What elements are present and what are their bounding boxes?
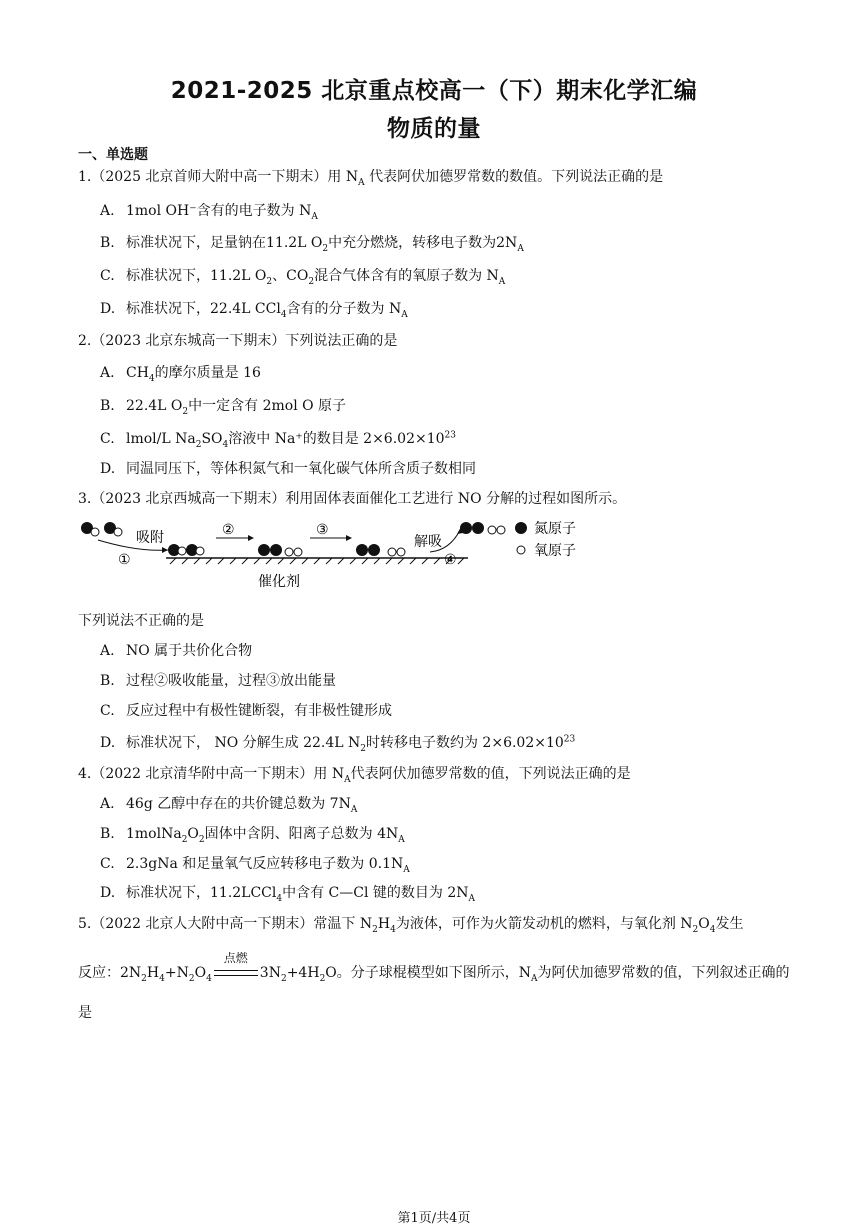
label-step4: ④ — [444, 552, 457, 568]
question-1-option-a: A. 1mol OH⁻含有的电子数为 $N_A$ — [100, 203, 318, 222]
page-footer: 第1页/共4页 — [397, 1211, 471, 1226]
legend-oxygen: 氧原子 — [534, 543, 576, 559]
section-heading: 一、单选题 — [78, 147, 148, 163]
question-3-option-a: A. NO 属于共价化合物 — [100, 643, 253, 659]
question-2-option-c: C. lmol/L $Na_2SO_4$溶液中 Na⁺的数目是 $2\times 6.02\times 10^{23}$ — [100, 430, 456, 450]
question-5-stem: 5.（2022 北京人大附中高一下期末）常温下 $N_2H_4$为液体，可作为火箭发动机的燃料，与氧化剂 $N_2O_4$发生 — [78, 916, 744, 935]
legend-nitrogen-icon — [515, 522, 527, 534]
question-3-prompt: 下列说法不正确的是 — [78, 613, 204, 629]
label-catalyst: 催化剂 — [258, 574, 300, 590]
page-title: 2021-2025 北京重点校高一（下）期末化学汇编 — [170, 78, 698, 104]
label-step2: ② — [222, 522, 235, 538]
catalysis-diagram — [78, 516, 598, 596]
question-1-option-d: D. 标准状况下，22.4L CCl$_4$含有的分子数为 $N_A$ — [100, 301, 408, 320]
page-subtitle: 物质的量 — [387, 116, 481, 142]
question-2-stem: 2.（2023 北京东城高一下期末）下列说法正确的是 — [78, 333, 398, 349]
label-step3: ③ — [316, 522, 329, 538]
question-4-stem: 4.（2022 北京清华附中高一下期末）用 $N_A$代表阿伏加德罗常数的值，下列说法正确的是 — [78, 766, 631, 785]
question-4-option-a: A. 46g 乙醇中存在的共价键总数为 $7N_A$ — [100, 796, 358, 815]
nitrogen-atom-group — [81, 522, 122, 536]
label-adsorb: 吸附 — [136, 530, 164, 546]
question-3-stem: 3.（2023 北京西城高一下期末）利用固体表面催化工艺进行 NO 分解的过程如图所示。 — [78, 491, 627, 507]
label-step1: ① — [118, 552, 131, 568]
question-2-option-a: A. $CH_4$的摩尔质量是 16 — [100, 365, 261, 384]
catalyst-hatching — [170, 558, 464, 564]
question-5-tail: 是 — [78, 1005, 92, 1021]
question-5-equation-line: 反应：$2N_2H_4+N_2O_4$ 点燃 $3N_2+4H_2O$。分子球棍模型如下图所示，$N_A$为阿伏加德罗常数的值，下列叙述正确的 — [78, 951, 790, 984]
question-3-option-d: D. 标准状况下， NO 分解生成 22.4L $N_2$时转移电子数约为 $2\times 6.02\times 10^{23}$ — [100, 734, 576, 754]
question-4-option-b: B. $1molNa_2O_2$固体中含阴、阳离子总数为 $4N_A$ — [100, 826, 405, 845]
label-desorb: 解吸 — [414, 534, 442, 550]
question-1-stem: 1.（2025 北京首师大附中高一下期末）用 $N_A$ 代表阿伏加德罗常数的数值。下列说法正确的是 — [78, 169, 664, 188]
question-2-option-b: B. 22.4L $O_2$中一定含有 2mol O 原子 — [100, 398, 347, 417]
reaction-condition: 点燃 — [212, 965, 260, 981]
legend-nitrogen: 氮原子 — [534, 521, 576, 537]
question-3-option-c: C. 反应过程中有极性键断裂，有非极性键形成 — [100, 703, 392, 719]
question-1-option-c: C. 标准状况下，11.2L $O_2$、$CO_2$混合气体含有的氧原子数为 $N_A$ — [100, 268, 506, 287]
question-4-option-c: C. 2.3gNa 和足量氧气反应转移电子数为 $0.1N_A$ — [100, 856, 410, 875]
question-3-option-b: B. 过程②吸收能量，过程③放出能量 — [100, 673, 336, 689]
question-2-option-d: D. 同温同压下，等体积氮气和一氧化碳气体所含质子数相同 — [100, 461, 476, 477]
question-4-option-d: D. 标准状况下，11.2LCCl$_4$中含有 C—Cl 键的数目为 $2N_A$ — [100, 885, 476, 904]
question-1-option-b: B. 标准状况下，足量钠在11.2L $O_2$中充分燃烧，转移电子数为$2N_A$ — [100, 235, 524, 254]
legend-oxygen-icon — [517, 546, 525, 554]
